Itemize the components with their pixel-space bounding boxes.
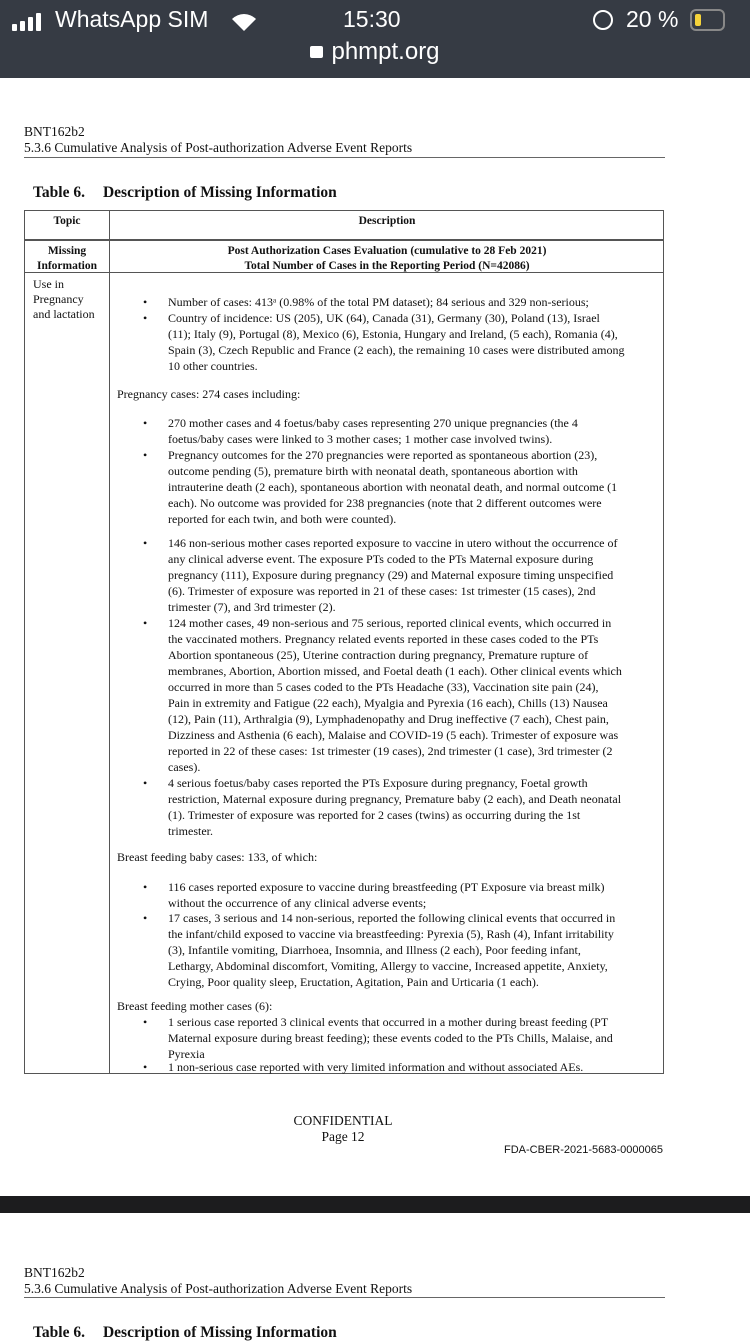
running-header-page2 [24, 1265, 412, 1297]
product-name: BNT162b2 [24, 124, 85, 139]
topic-missing-info [25, 244, 109, 274]
text-line: intrauterine death (2 each), spontaneous abortion with neonatal death, and normal outcome (1 [168, 480, 618, 494]
text-line: Pregnancy outcomes for the 270 pregnancies were reported as spontaneous abortion (23), [168, 448, 598, 462]
text-line: restriction, Maternal exposure during pregnancy, Premature baby (2 each), and Death neonatal [168, 792, 622, 806]
text-line: without the occurrence of any clinical adverse events; [168, 896, 427, 910]
bullet-item-b4 [168, 447, 663, 527]
page-footer [0, 1113, 686, 1145]
bullet-item-b10 [168, 1014, 663, 1062]
confidential-label: CONFIDENTIAL [293, 1113, 393, 1128]
text-line: Crying, Poor quality sleep, Eructation, Agitation, Pain and Urticaria (1 each). [168, 975, 539, 989]
table-number: Table 6. [33, 1324, 85, 1341]
section-title: 5.3.6 Cumulative Analysis of Post-authorization Adverse Event Reports [24, 140, 413, 155]
text-line: 1 non-serious case reported with very limited information and without associated AEs. [168, 1060, 584, 1074]
text-line: Abortion spontaneous (25), Uterine contraction during pregnancy, Premature rupture of [168, 648, 589, 662]
running-header [24, 124, 412, 156]
col-header-description: Description [358, 215, 416, 227]
paragraph-p_bfmother: Breast feeding mother cases (6): [117, 999, 273, 1013]
text-line: any clinical adverse event. The exposure PTs coded to the PTs Maternal exposure during [168, 552, 594, 566]
text-line: Pain in extremity and Fatigue (22 each), Myalgia and Pyrexia (16 each), Chills (13) Nausea [168, 696, 608, 710]
topic-use-in-pregnancy [33, 277, 95, 322]
bullet-icon: • [143, 776, 148, 790]
carrier-name: WhatsApp SIM [55, 6, 209, 32]
text-line: Dizziness and Asthenia (6 each), Malaise and COVID-19 (5 each). Trimester of exposure was [168, 728, 619, 742]
header-rule [24, 157, 665, 158]
text-line: (6). Trimester of exposure was reported in 21 of these cases: 1st trimester (15 cases), 2nd [168, 584, 596, 598]
text-line: pregnancy (111), Exposure during pregnancy (29) and Maternal exposure timing unspecified [168, 568, 614, 582]
bullet-icon: • [143, 911, 148, 925]
text-line: foetus/baby cases were linked to 3 mother cases; 1 mother case involved twins). [168, 432, 553, 446]
lock-icon [310, 46, 323, 58]
bullet-icon: • [143, 416, 148, 430]
status-bar [0, 0, 750, 78]
bullet-item-b8 [168, 879, 663, 911]
bullet-icon: • [143, 536, 148, 550]
bullet-item-b6 [168, 615, 663, 775]
bullet-icon: • [143, 880, 148, 894]
table-caption: Description of Missing Information [102, 184, 337, 201]
text-line: occurred in more than 5 cases coded to the PTs Headache (33), Vaccination site pain (24), [168, 680, 599, 694]
bullet-icon: • [143, 311, 148, 325]
text-line: trimester. [168, 824, 213, 838]
text-line: 17 cases, 3 serious and 14 non-serious, reported the following clinical events that occurred in [168, 911, 616, 925]
text-line: Total Number of Cases in the Reporting Period (N=42086) [244, 260, 530, 272]
bullet-icon: • [143, 1060, 148, 1074]
bullet-item-b7 [168, 775, 663, 839]
text-line: outcome pending (5), premature birth with neonatal death, spontaneous abortion with [168, 464, 578, 478]
table-caption: Description of Missing Information [102, 1324, 337, 1341]
text-line: 10 other countries. [168, 359, 258, 373]
text-line: (12), Pain (11), Arthralgia (9), Lymphadenopathy and Drug ineffective (7 each), Chest pain, [168, 712, 609, 726]
text-line: Country of incidence: US (205), UK (64), Canada (31), Germany (30), Poland (13), Israel [168, 311, 600, 325]
text-line: Information [36, 260, 98, 272]
col-header-topic: Topic [53, 215, 81, 227]
table-number: Table 6. [33, 184, 85, 201]
evaluation-heading [110, 244, 664, 274]
text-line: trimester (7), and 3rd trimester (2). [168, 600, 336, 614]
text-line: Spain (3), Czech Republic and France (2 each), the remaining 10 cases were distributed among [168, 343, 625, 357]
url-text: phmpt.org [331, 38, 440, 65]
bullet-item-b9 [168, 910, 663, 990]
product-name: BNT162b2 [24, 1265, 85, 1280]
text-line: (3), Infantile vomiting, Diarrhoea, Insomnia, and Illness (2 each), Poor feeding infant, [168, 943, 581, 957]
text-line: Lethargy, Abdominal discomfort, Vomiting, Allergy to vaccine, Increased appetite, Anxiety, [168, 959, 608, 973]
text-line: Missing [47, 245, 87, 257]
text-line: 116 cases reported exposure to vaccine during breastfeeding (PT Exposure via breast milk) [168, 880, 605, 894]
table-title [33, 184, 337, 202]
text-line: 270 mother cases and 4 foetus/baby cases representing 270 unique pregnancies (the 4 [168, 416, 578, 430]
bullet-item-b1 [168, 294, 663, 310]
text-line: Maternal exposure during breast feeding); these events coded to the PTs Chills, Malaise, and [168, 1031, 613, 1045]
address-bar[interactable] [0, 38, 750, 66]
bullet-item-b11 [168, 1059, 663, 1075]
bullet-icon: • [143, 616, 148, 630]
text-line: cases). [168, 760, 201, 774]
section-title: 5.3.6 Cumulative Analysis of Post-authorization Adverse Event Reports [24, 1281, 413, 1296]
header-rule [24, 1297, 665, 1298]
text-line: (1). Trimester of exposure was reported for 2 cases (twins) as occurring during the 1st [168, 808, 581, 822]
signal-icon [12, 13, 48, 31]
bullet-item-b2 [168, 310, 663, 374]
battery-icon [690, 9, 725, 31]
clock: 15:30 [343, 6, 401, 32]
text-line: (11); Italy (9), Portugal (8), Mexico (6), Estonia, Hungary and Ireland, (5 each), Romania (4), [168, 327, 618, 341]
text-line: 4 serious foetus/baby cases reported the PTs Exposure during pregnancy, Foetal growth [168, 776, 588, 790]
rotation-lock-icon [593, 10, 613, 30]
document-id: FDA-CBER-2021-5683-0000065 [504, 1144, 663, 1156]
text-line: the vaccinated mothers. Pregnancy related events reported in these cases coded to the PTs [168, 632, 599, 646]
bullet-icon: • [143, 295, 148, 309]
text-line: reported for each twin, and both were counted). [168, 512, 397, 526]
wifi-icon [229, 10, 259, 32]
bullet-icon: • [143, 448, 148, 462]
bullet-item-b3 [168, 415, 663, 447]
table-title-page2 [33, 1324, 337, 1342]
page-number: Page 12 [321, 1129, 365, 1144]
text-line: and lactation [33, 307, 95, 321]
text-line: the infant/child exposed to vaccine via breastfeeding: Pyrexia (5), Rash (4), Infant irritability [168, 927, 614, 941]
text-line: each). No outcome was provided for 238 pregnancies (note that 2 different outcomes were [168, 496, 602, 510]
paragraph-p_preg: Pregnancy cases: 274 cases including: [117, 387, 301, 401]
bullet-item-b5 [168, 535, 663, 615]
paragraph-p_bfbaby: Breast feeding baby cases: 133, of which: [117, 850, 318, 864]
text-line: reported in 22 of these cases: 1st trimester (19 cases), 2nd trimester (1 case), 3rd trimester (2 [168, 744, 613, 758]
text-line: Pyrexia [168, 1047, 205, 1061]
bullet-icon: • [143, 1015, 148, 1029]
text-line: 146 non-serious mother cases reported exposure to vaccine in utero without the occurrence of [168, 536, 618, 550]
battery-percent: 20 % [626, 6, 679, 32]
text-line: 1 serious case reported 3 clinical events that occurred in a mother during breast feeding (PT [168, 1015, 609, 1029]
text-line: Number of cases: 413ᵃ (0.98% of the total PM dataset); 84 serious and 329 non-serious; [168, 295, 589, 309]
text-line: Use in [33, 277, 64, 291]
text-line: membranes, Abortion, Abortion missed, and Foetal death (1 each). Other clinical events which [168, 664, 622, 678]
text-line: Post Authorization Cases Evaluation (cumulative to 28 Feb 2021) [227, 245, 547, 257]
text-line: 124 mother cases, 49 non-serious and 75 serious, reported clinical events, which occurred in [168, 616, 612, 630]
text-line: Pregnancy [33, 292, 84, 306]
page-separator [0, 1196, 750, 1213]
